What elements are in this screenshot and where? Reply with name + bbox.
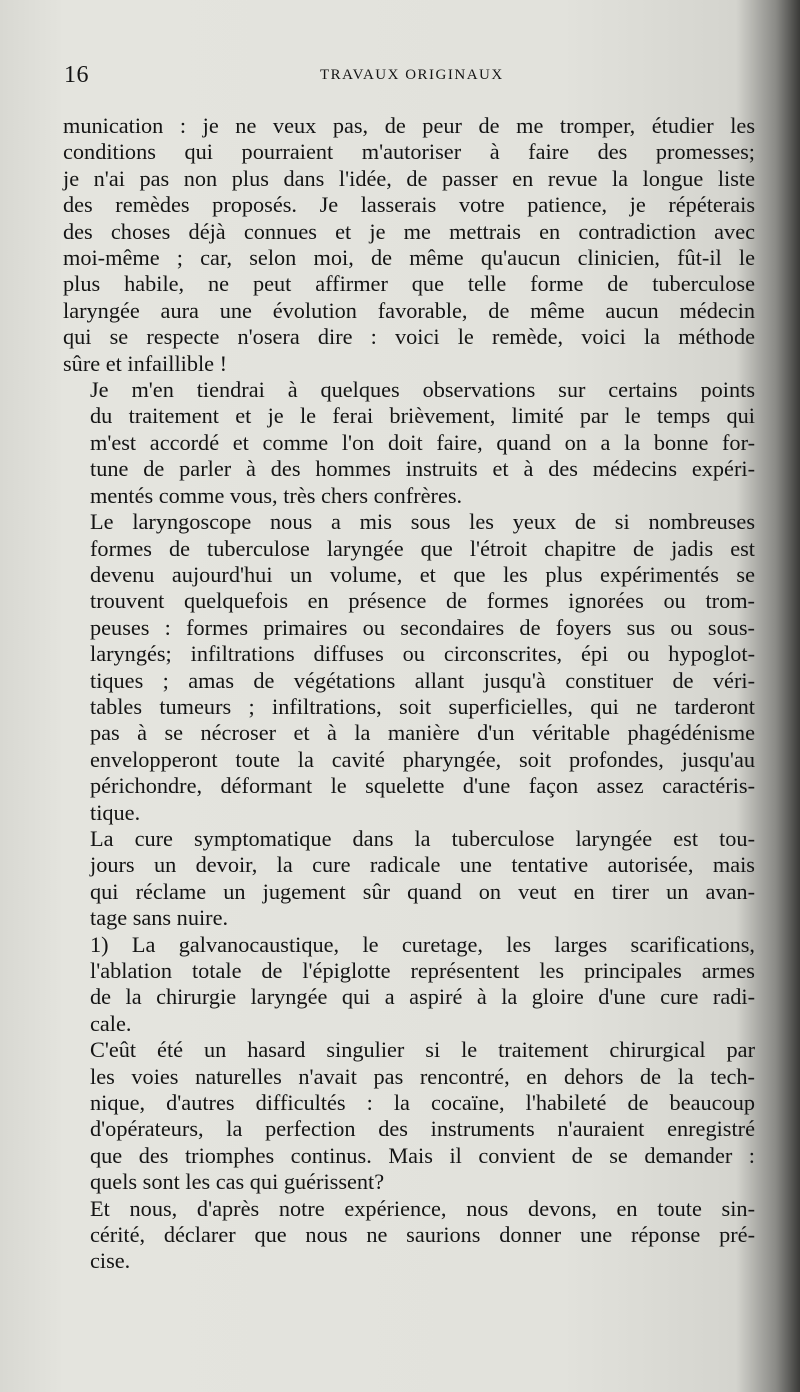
paragraph	[63, 113, 755, 377]
text-line: des remèdes proposés. Je lasserais votre patience, je répéterais	[63, 192, 755, 218]
text-line: moi-même ; car, selon moi, de même qu'aucun clinicien, fût-il le	[63, 245, 755, 271]
text-line: C'eût été un hasard singulier si le traitement chirurgical par	[90, 1037, 755, 1063]
text-line: qui réclame un jugement sûr quand on veut en tirer un avan-	[90, 878, 755, 904]
text-line: quels sont les cas qui guérissent?	[90, 1169, 385, 1195]
text-line: nique, d'autres difficultés : la cocaïne, l'habileté de beaucoup	[90, 1090, 755, 1116]
paragraph	[63, 826, 755, 932]
body-text	[63, 113, 755, 1275]
text-line: tiques ; amas de végétations allant jusqu'à constituer de véri-	[90, 667, 755, 693]
text-line: tune de parler à des hommes instruits et à des médecins expéri-	[90, 456, 755, 482]
text-line: mentés comme vous, très chers confrères.	[90, 482, 463, 508]
text-line: des choses déjà connues et je me mettrais en contradiction avec	[63, 218, 755, 244]
text-line: cérité, déclarer que nous ne saurions donner une réponse pré-	[90, 1222, 755, 1248]
text-line: laryngés; infiltrations diffuses ou circonscrites, épi ou hypoglot-	[90, 641, 755, 667]
text-line: de la chirurgie laryngée qui a aspiré à la gloire d'une cure radi-	[90, 984, 755, 1010]
text-line: cale.	[90, 1010, 132, 1036]
text-line: cise.	[90, 1248, 131, 1274]
text-line: peuses : formes primaires ou secondaires de foyers sus ou sous-	[90, 614, 755, 640]
text-line: sûre et infaillible !	[63, 350, 228, 376]
running-head: TRAVAUX ORIGINAUX	[320, 67, 504, 83]
text-line: du traitement et je le ferai brièvement, limité par le temps qui	[90, 403, 755, 429]
text-line: 1) La galvanocaustique, le curetage, les larges scarifications,	[90, 931, 755, 957]
text-line: Et nous, d'après notre expérience, nous devons, en toute sin-	[90, 1195, 755, 1221]
paragraph	[63, 509, 755, 826]
text-line: les voies naturelles n'avait pas rencontré, en dehors de la tech-	[90, 1063, 755, 1089]
page-header	[64, 62, 754, 92]
text-line: laryngée aura une évolution favorable, de même aucun médecin	[63, 297, 755, 323]
text-line: devenu aujourd'hui un volume, et que les plus expérimentés se	[90, 561, 755, 587]
text-line: qui se respecte n'osera dire : voici le remède, voici la méthode	[63, 324, 755, 350]
text-line: Le laryngoscope nous a mis sous les yeux de si nombreuses	[90, 509, 755, 535]
text-line: formes de tuberculose laryngée que l'étroit chapitre de jadis est	[90, 535, 755, 561]
text-line: conditions qui pourraient m'autoriser à faire des promesses;	[63, 139, 755, 165]
paragraph	[63, 1037, 755, 1195]
text-line: pas à se nécroser et à la manière d'un véritable phagédénisme	[90, 720, 755, 746]
paragraph	[63, 932, 755, 1038]
text-line: tique.	[90, 799, 141, 825]
text-line: munication : je ne veux pas, de peur de me tromper, étudier les	[63, 113, 755, 138]
text-line: plus habile, ne peut affirmer que telle forme de tuberculose	[63, 271, 755, 297]
text-line: m'est accordé et comme l'on doit faire, quand on a la bonne for-	[90, 429, 755, 455]
paragraph	[63, 1196, 755, 1275]
page-number: 16	[64, 62, 89, 88]
text-line: l'ablation totale de l'épiglotte représentent les principales armes	[90, 958, 755, 983]
text-line: périchondre, déformant le squelette d'une façon assez caractéris-	[90, 773, 755, 799]
text-line: tage sans nuire.	[90, 905, 229, 931]
paragraph	[63, 377, 755, 509]
text-line: je n'ai pas non plus dans l'idée, de passer en revue la longue liste	[63, 165, 755, 191]
text-line: trouvent quelquefois en présence de formes ignorées ou trom-	[90, 588, 755, 614]
text-line: que des triomphes continus. Mais il convient de se demander :	[90, 1142, 755, 1168]
text-line: Je m'en tiendrai à quelques observations sur certains points	[90, 377, 755, 403]
text-line: tables tumeurs ; infiltrations, soit superficielles, qui ne tarderont	[90, 693, 755, 719]
text-line: d'opérateurs, la perfection des instruments n'auraient enregistré	[90, 1116, 755, 1142]
text-line: jours un devoir, la cure radicale une tentative autorisée, mais	[90, 852, 755, 878]
text-line: La cure symptomatique dans la tuberculose laryngée est tou-	[90, 825, 755, 851]
text-line: envelopperont toute la cavité pharyngée, soit profondes, jusqu'au	[90, 746, 755, 772]
